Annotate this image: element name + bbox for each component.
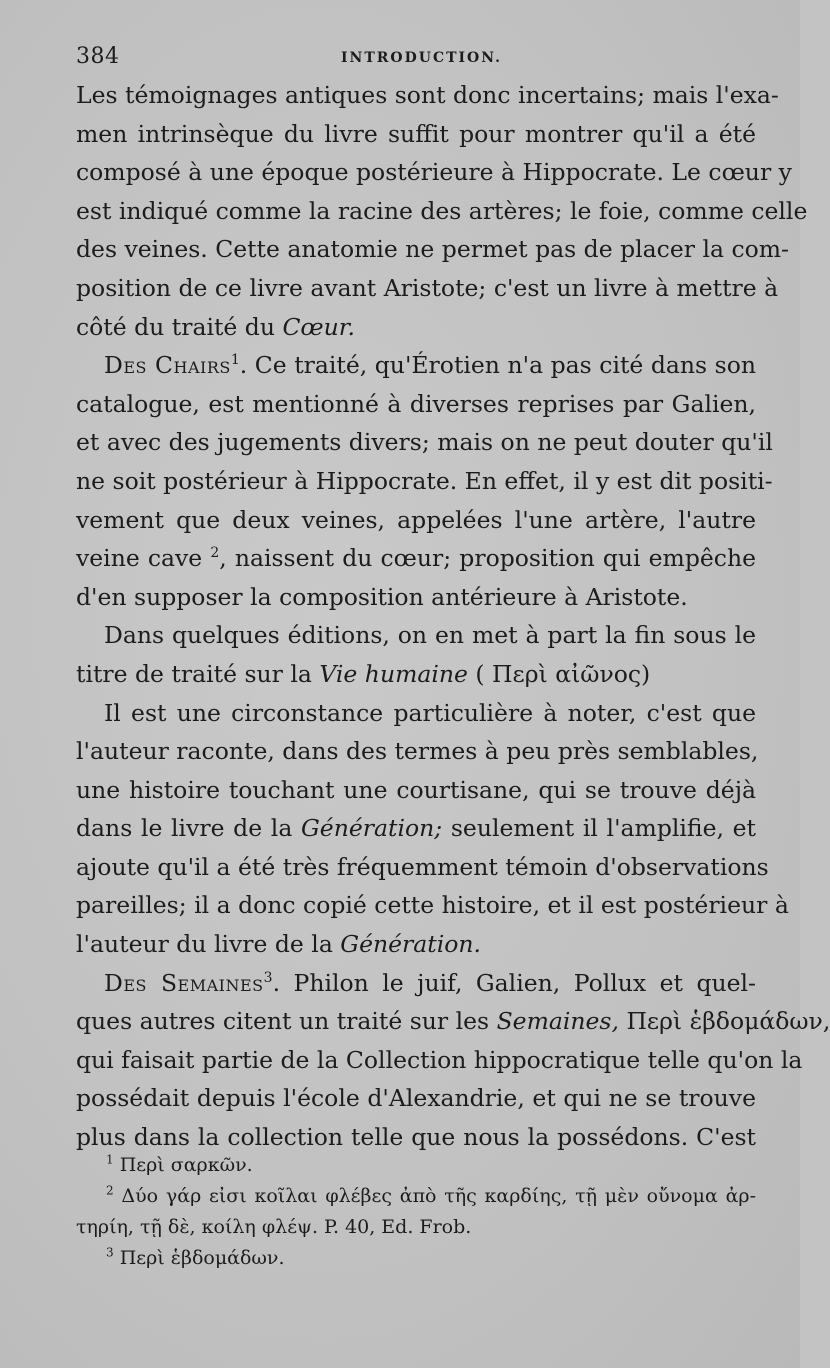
text-line: Dans quelques éditions, on en met à part la fin sous le [104,621,756,650]
text-line: vement que deux veines, appelées l'une artère, l'autre [76,505,756,534]
text-span: . Ce traité, qu'Érotien n'a pas cité dans son [239,351,756,380]
text-line: possédait depuis l'école d'Alexandrie, et qui ne se trouve [76,1084,756,1113]
book-title-generation: Génération. [340,930,481,959]
text-line [76,925,756,964]
page-number: 384 [76,44,120,69]
footnote-mark: 2 [106,1183,114,1198]
text-line: catalogue, est mentionné à diverses reprises par Galien, [76,389,756,418]
running-title: INTRODUCTION. [341,50,503,66]
text-line [76,308,756,347]
section-title: Des Semaines [104,968,264,997]
footnote-text: Δύο γάρ εἰσι κοῖλαι φλέβες ἀπὸ τῆς καρδίης, τῇ μὲν οὔνομα ἀρ- [121,1185,756,1207]
text-span: l'auteur du livre de la [76,930,341,959]
footnote-ref: 3 [263,969,273,986]
book-title-vie-humaine: Vie humaine [319,659,468,688]
text-line: men intrinsèque du livre suffit pour montrer qu'il a été [76,119,756,148]
footnote-ref: 1 [230,352,240,369]
text-span: veine cave [76,544,211,573]
section-title: Des Chairs [104,351,231,380]
text-span: seulement il l'amplifie, et [442,814,756,843]
footnote-2 [76,1181,756,1212]
text-line: ajoute qu'il a été très fréquemment témoin d'observations [76,852,769,881]
text-span: . Philon le juif, Galien, Pollux et quel- [272,968,756,997]
text-line: l'auteur raconte, dans des termes à peu près semblables, [76,737,759,766]
book-title-semaines: Semaines, [496,1007,619,1036]
text-span: titre de traité sur la [76,659,320,688]
text-line [76,655,756,694]
text-line: des veines. Cette anatomie ne permet pas de placer la com- [76,235,789,264]
text-line: et avec des jugements divers; mais on ne peut douter qu'il [76,428,773,457]
text-line: ne soit postérieur à Hippocrate. En effet, il y est dit positi- [76,466,773,495]
text-line: Il est une circonstance particulière à noter, c'est que [104,698,756,727]
page-header [76,40,752,76]
greek-title: ( Περὶ αἰῶνος) [467,659,651,688]
footnote-2-continued: τηρίη, τῇ δὲ, κοίλη φλέψ. P. 40, Ed. Frob. [76,1216,472,1238]
footnote-text: Περὶ σαρκῶν. [119,1154,253,1176]
footnote-text: Περὶ ἑβδομάδων. [119,1247,285,1269]
book-title-generation: Génération; [301,814,443,843]
section-heading-des-chairs [76,346,756,385]
text-line: composé à une époque postérieure à Hippocrate. Le cœur y [76,158,792,187]
text-line: qui faisait partie de la Collection hippocratique telle qu'on la [76,1045,803,1074]
greek-title: Περὶ ἑβδομάδων, [618,1007,830,1036]
text-line: plus dans la collection telle que nous la possédons. C'est [76,1123,756,1152]
text-span: côté du traité du [76,312,283,341]
footnote-3 [76,1243,756,1274]
book-title-cœur: Cœur. [282,312,355,341]
text-line: une histoire touchant une courtisane, qui se trouve déjà [76,775,756,804]
text-span: dans le livre de la [76,814,302,843]
text-line: d'en supposer la composition antérieure à Aristote. [76,582,688,611]
text-line [76,539,756,578]
footnote-mark: 3 [106,1245,114,1260]
text-span: ques autres citent un traité sur les [76,1007,497,1036]
text-line: position de ce livre avant Aristote; c'est un livre à mettre à [76,273,779,302]
text-line: Les témoignages antiques sont donc incertains; mais l'exa- [76,81,779,109]
text-line: pareilles; il a donc copié cette histoire, et il est postérieur à [76,891,789,920]
footnote-ref: 2 [210,545,220,562]
body-text [76,76,830,1157]
text-span: , naissent du cœur; proposition qui empêche [219,544,756,573]
text-line [76,1002,830,1041]
text-line [76,809,756,848]
text-line: est indiqué comme la racine des artères; le foie, comme celle [76,196,808,225]
section-heading-des-semaines [76,964,756,1003]
footnotes [76,1150,756,1274]
footnote-mark: 1 [106,1152,114,1167]
footnote-1 [76,1150,756,1181]
